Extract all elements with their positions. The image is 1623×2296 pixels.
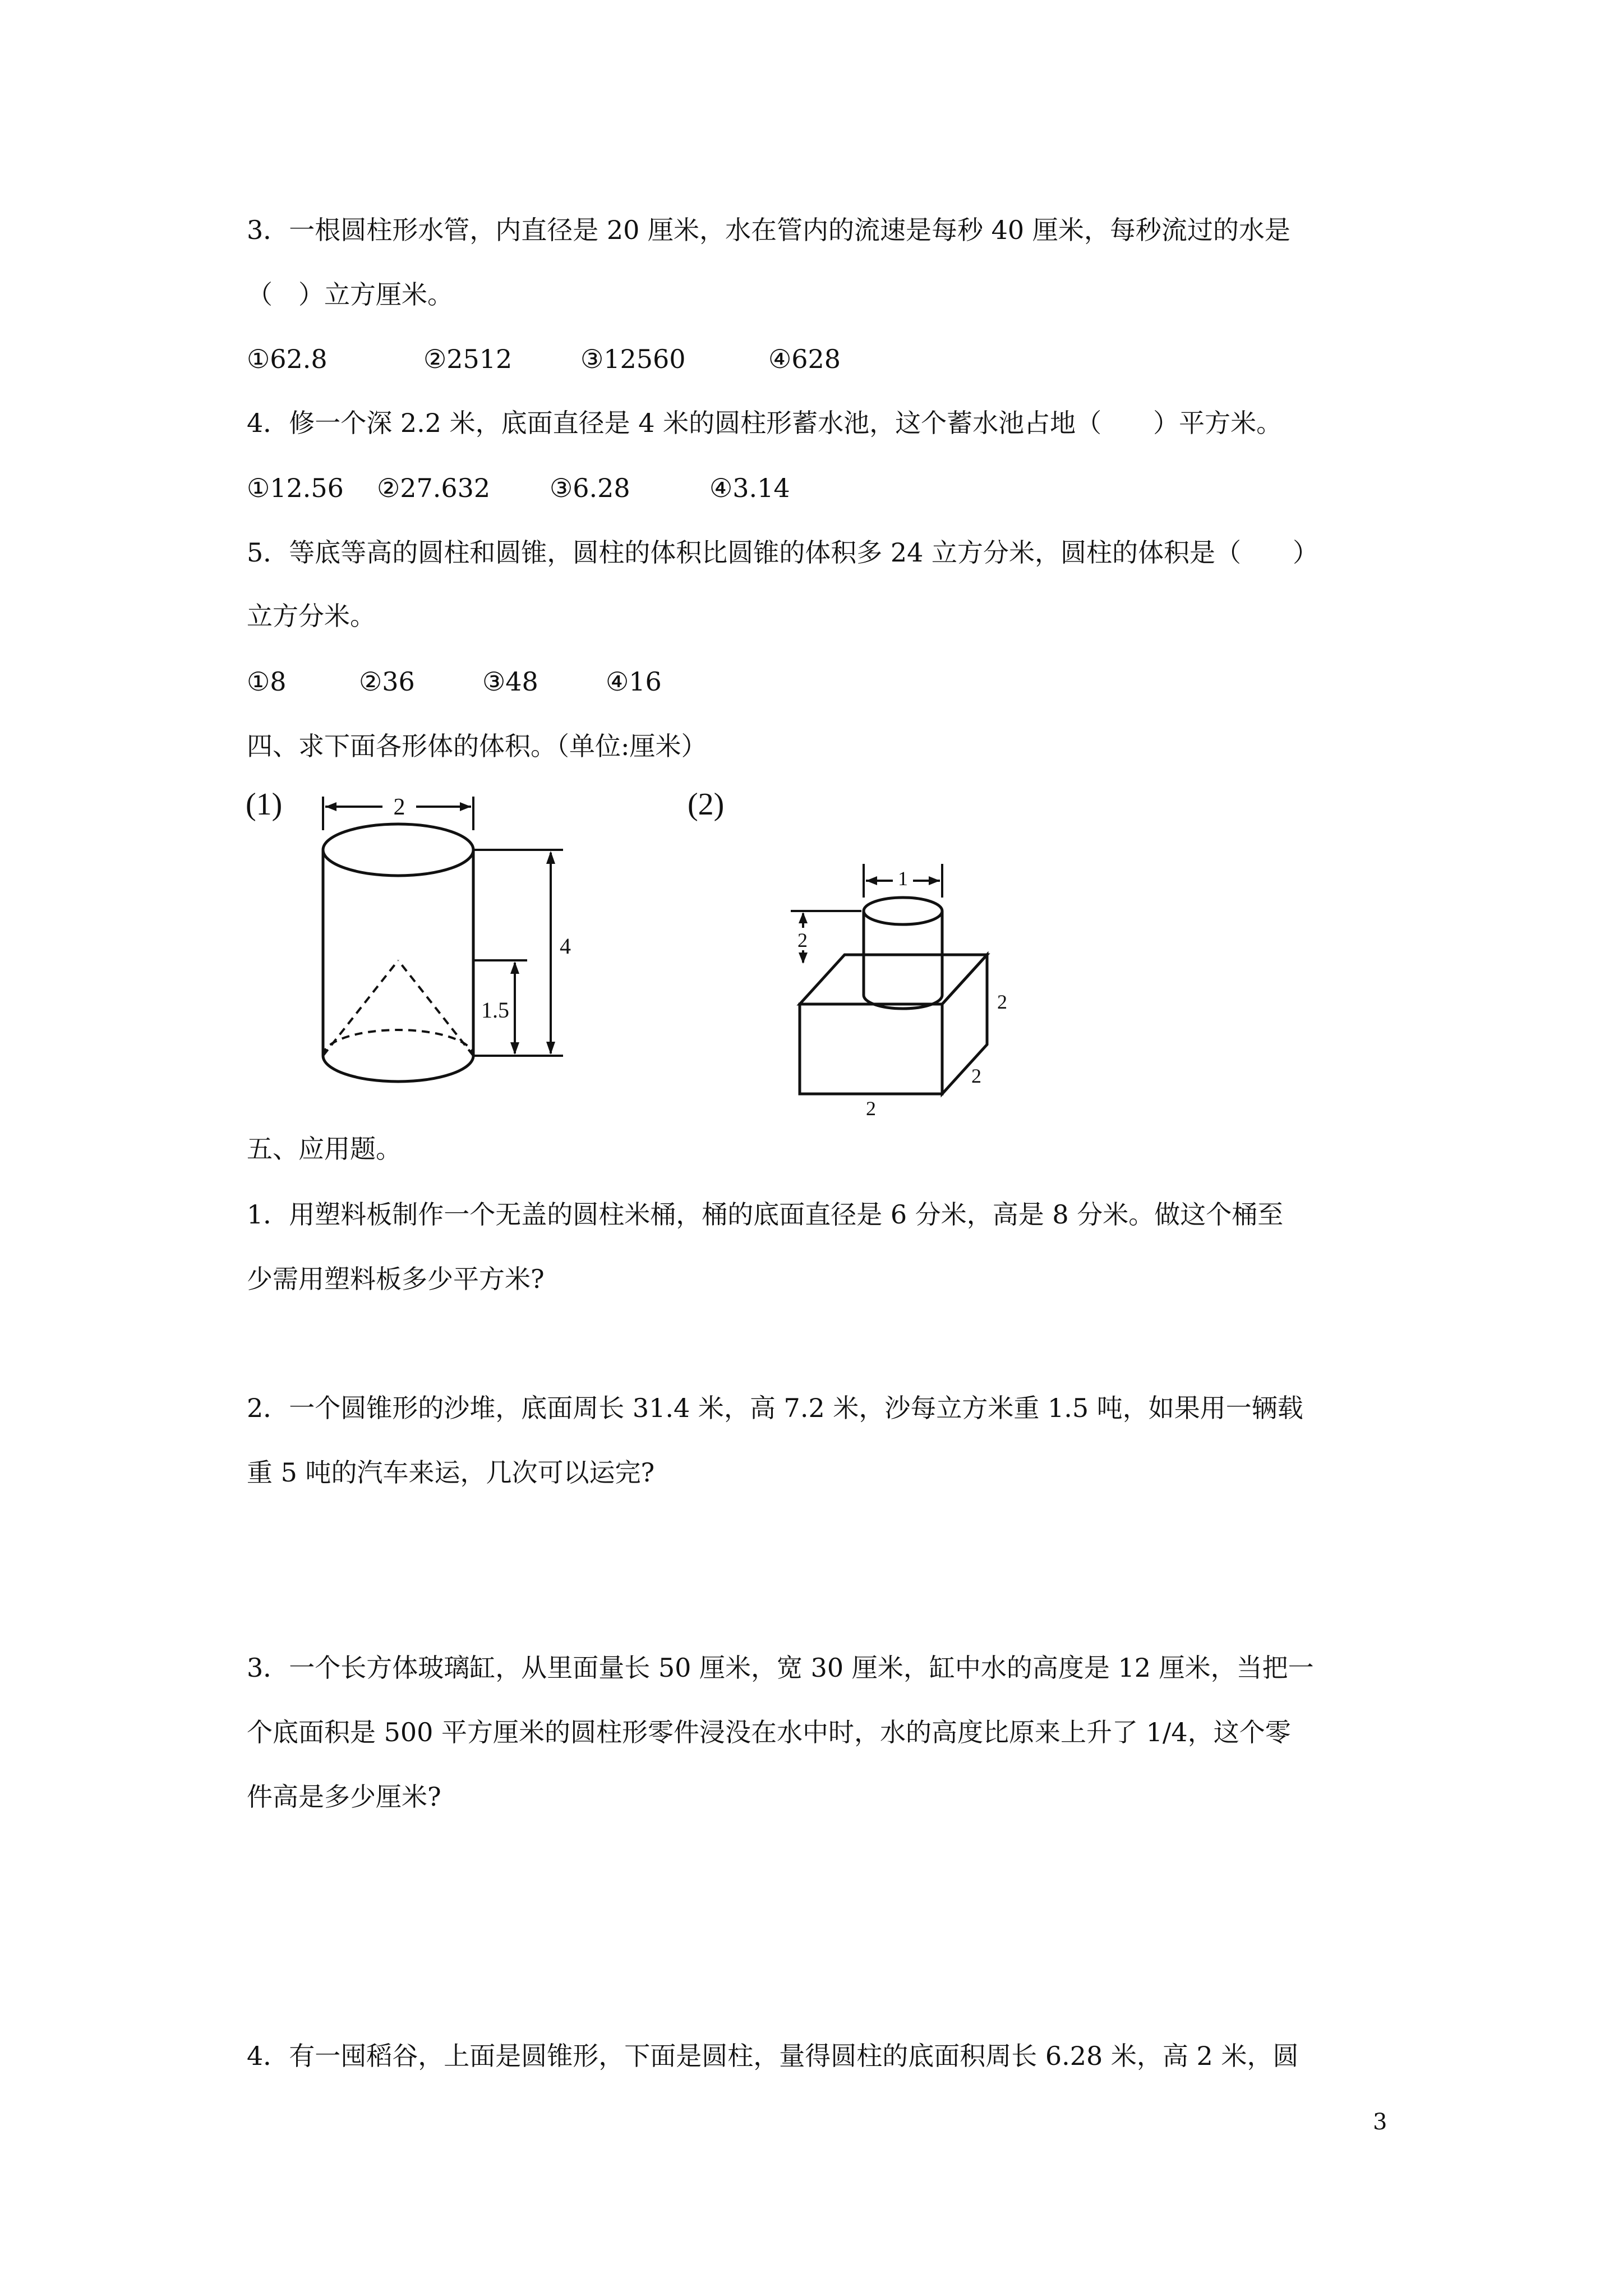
fig2-box-depth-label: 2 bbox=[971, 1065, 981, 1087]
q5-text-line2: 立方分米。 bbox=[247, 601, 376, 631]
fig1-diameter-label: 2 bbox=[393, 794, 405, 820]
q5-text-line1: 5．等底等高的圆柱和圆锥，圆柱的体积比圆锥的体积多 24 立方分米，圆柱的体积是（ ） bbox=[247, 537, 1319, 568]
q4-text-line1: 4．修一个深 2.2 米，底面直径是 4 米的圆柱形蓄水池，这个蓄水池占地（ ）平方米。 bbox=[247, 408, 1283, 438]
fig2-cyl-diameter-label: 1 bbox=[898, 867, 908, 890]
q5-option-1: ①8 bbox=[247, 666, 287, 697]
section4-heading: 四、求下面各形体的体积。（单位:厘米） bbox=[247, 731, 707, 761]
p1-text-line2: 少需用塑料板多少平方米? bbox=[247, 1264, 545, 1294]
fig2-label: (2) bbox=[688, 787, 725, 822]
p3-text-line3: 件高是多少厘米? bbox=[247, 1782, 441, 1812]
q4-option-3: ③6.28 bbox=[550, 473, 630, 503]
fig1-height-label: 4 bbox=[560, 933, 571, 959]
section5-heading: 五、应用题。 bbox=[247, 1134, 402, 1164]
figure-1 bbox=[236, 780, 583, 1094]
p3-text-line2: 个底面积是 500 平方厘米的圆柱形零件浸没在水中时，水的高度比原来上升了 1/4，这个零 bbox=[247, 1717, 1291, 1747]
q5-option-3: ③48 bbox=[482, 666, 538, 697]
fig2-cyl-height-label: 2 bbox=[797, 929, 808, 951]
q4-option-2: ②27.632 bbox=[377, 473, 491, 503]
q5-option-2: ②36 bbox=[359, 666, 415, 697]
q3-text-line2: （ ）立方厘米。 bbox=[247, 279, 453, 310]
q4-option-4: ④3.14 bbox=[709, 473, 790, 503]
q5-option-4: ④16 bbox=[606, 666, 662, 697]
fig2-box-height-label: 2 bbox=[997, 991, 1007, 1013]
fig1-cone-height-label: 1.5 bbox=[481, 997, 509, 1023]
fig1-label: (1) bbox=[246, 787, 283, 822]
fig2-box-length-label: 2 bbox=[866, 1097, 876, 1116]
q3-option-3: ③12560 bbox=[580, 344, 686, 374]
q3-option-4: ④628 bbox=[768, 344, 841, 374]
q4-option-1: ①12.56 bbox=[247, 473, 344, 503]
p1-text-line1: 1．用塑料板制作一个无盖的圆柱米桶，桶的底面直径是 6 分米，高是 8 分米。做这个桶至 bbox=[247, 1199, 1284, 1230]
q3-option-1: ①62.8 bbox=[247, 344, 328, 374]
page-number: 3 bbox=[1373, 2109, 1387, 2135]
p2-text-line1: 2．一个圆锥形的沙堆，底面周长 31.4 米，高 7.2 米，沙每立方米重 1.5 吨，如果用一辆载 bbox=[247, 1393, 1303, 1423]
q3-text-line1: 3．一根圆柱形水管，内直径是 20 厘米，水在管内的流速是每秒 40 厘米，每秒流过的水是 bbox=[247, 215, 1290, 245]
figure-2 bbox=[679, 780, 1038, 1116]
p3-text-line1: 3．一个长方体玻璃缸，从里面量长 50 厘米，宽 30 厘米，缸中水的高度是 12 厘米，当把一 bbox=[247, 1653, 1314, 1683]
q3-option-2: ②2512 bbox=[423, 344, 513, 374]
p2-text-line2: 重 5 吨的汽车来运，几次可以运完? bbox=[247, 1457, 655, 1488]
p4-text-line1: 4．有一囤稻谷，上面是圆锥形，下面是圆柱，量得圆柱的底面积周长 6.28 米，高 2 米，圆 bbox=[247, 2041, 1299, 2071]
